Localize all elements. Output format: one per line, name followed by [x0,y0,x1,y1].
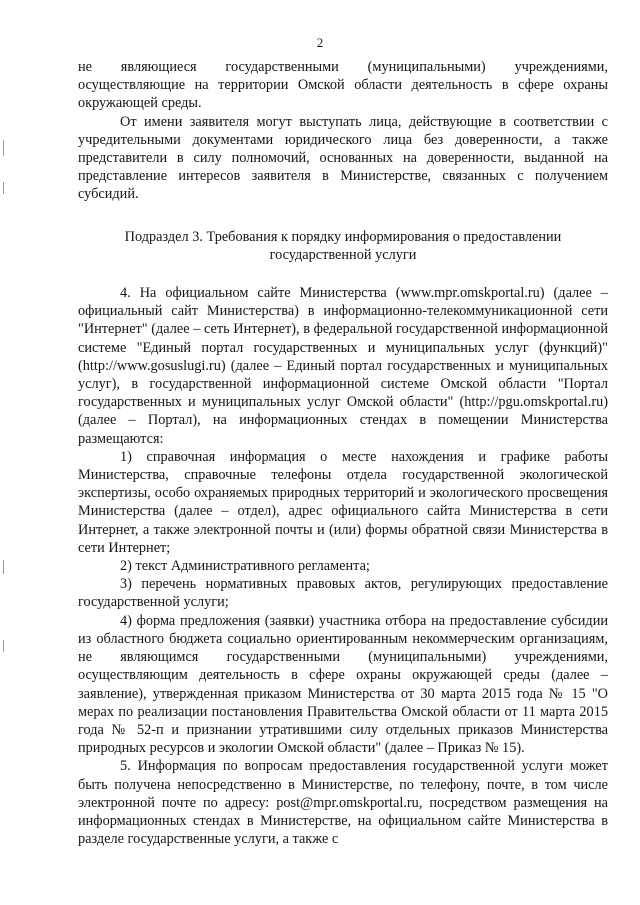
scan-mark [3,640,4,652]
scan-mark [3,140,4,156]
list-item-2: 2) текст Административного регламента; [120,558,370,575]
scan-mark [3,560,4,574]
list-item-1: 1) справочная информация о месте нахождения и графике работы Министерства, справочные телефоны отдела государственной экологической экспертизы, особо охраняемых природных территорий и экологического просвещения Министерства (далее – отдел), адрес официального сайта Министерства в сети Интернет, а также электронной почты и (или) формы обратной связи Министерства в сети Интернет; [78,448,608,556]
paragraph-applicants-end: не являющиеся государственными (муниципальными) учреждениями, осуществляющие на территории Омской области деятельность в сфере охраны окружающей среды. [78,59,608,112]
paragraph-5: 5. Информация по вопросам предоставления государственной услуги может быть получена непосредственно в Министерстве, по телефону, почте, в том числе электронной почте по адресу: post@mpr.omskportal.ru, посредством размещения на информационных стендах в Министерстве, на официальном сайте Министерства в разделе государственные услуги, а также с [78,758,608,848]
list-item-3: 3) перечень нормативных правовых актов, регулирующих предоставление государственной услуги; [78,576,608,611]
list-item-4: 4) форма предложения (заявки) участника отбора на предоставление субсидии из областного бюджета социально ориентированным некоммерческим организациям, не являющимся государственными (муниципальными) учреждениями, осуществляющим деятельность в сфере охраны окружающей среды (далее – заявление), утвержденная приказом Министерства от 30 марта 2015 года № 15 "О мерах по реализации постановления Правительства Омской области от 11 марта 2015 года № 52-п и признании утратившими силу отдельных приказов Министерства природных ресурсов и экологии Омской области" (далее – Приказ № 15). [78,612,608,757]
scan-mark [3,182,4,194]
page-number: 2 [316,35,324,50]
paragraph-4: 4. На официальном сайте Министерства (www.mpr.omskportal.ru) (далее – официальный сайт Министерства) в информационно-телекоммуникационной сети "Интернет" (далее – сеть Интернет), в федеральной государственной информационной системе "Единый портал государственных и муниципальных услуг (функций)" (http://www.gosuslugi.ru) (далее – Единый портал государственных и муниципальных услуг), в государственной информационной системе Омской области "Портал государственных и муниципальных услуг Омской области" (http://pgu.omskportal.ru) (далее – Портал), на информационных стендах в помещении Министерства размещаются: [78,285,608,447]
document-body [78,58,608,848]
paragraph-representatives: От имени заявителя могут выступать лица, действующие в соответствии с учредительными документами юридического лица без доверенности, а также представители в силу полномочий, основанных на доверенности, выданной на представление интересов заявителя в Министерстве, связанных с получением субсидий. [78,113,608,203]
subsection-heading: Подраздел 3. Требования к порядку информирования о предоставлении государственной услуги [124,228,562,263]
